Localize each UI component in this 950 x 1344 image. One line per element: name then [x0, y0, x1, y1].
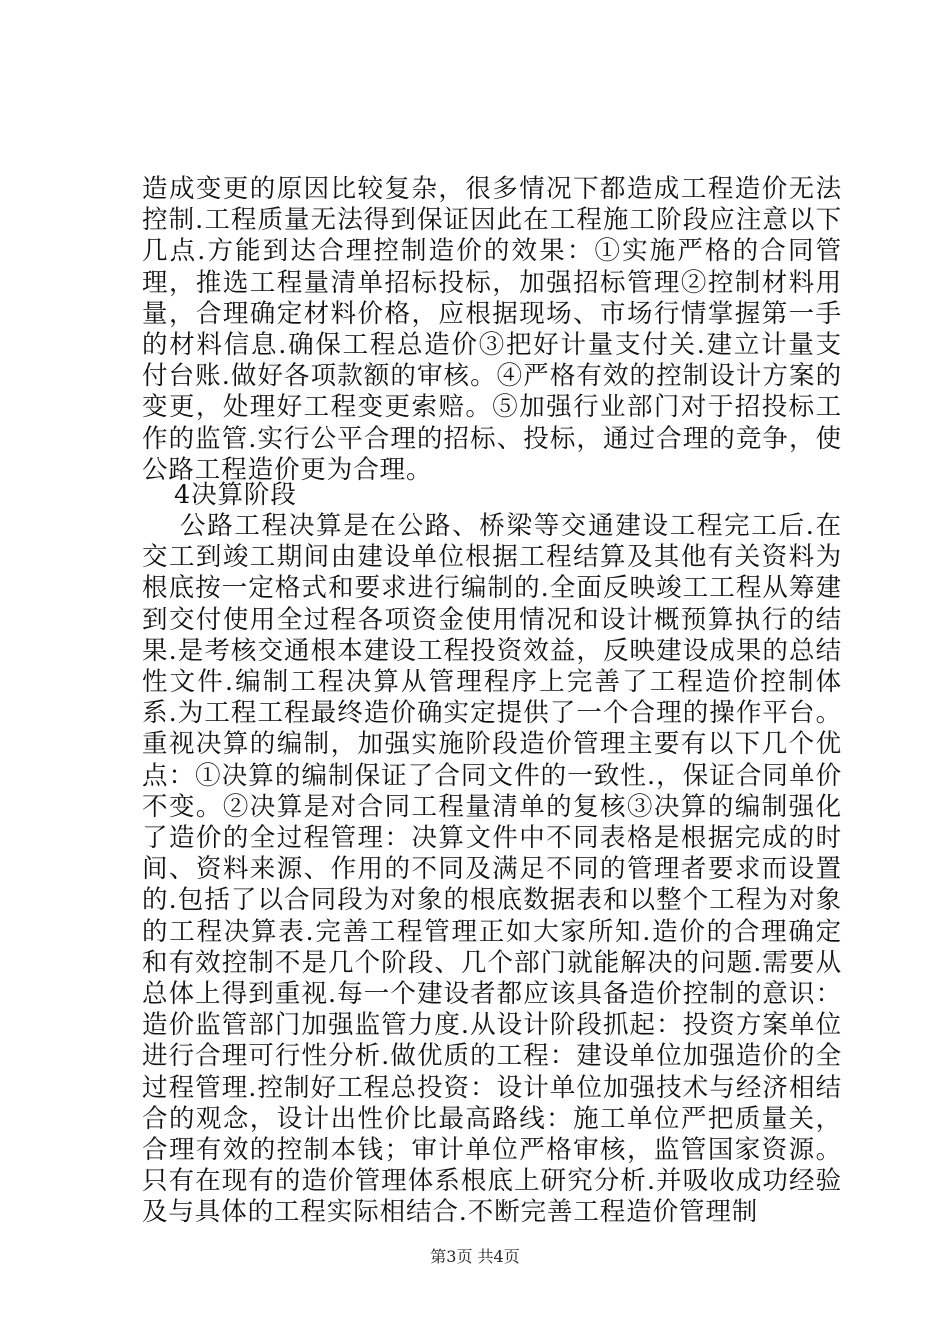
body-paragraph-2: 公路工程决算是在公路、桥梁等交通建设工程完工后.在交工到竣工期间由建设单位根据工程结算及其他有关资料为根底按一定格式和要求进行编制的.全面反映竣工工程从筹建到交付使用全过程各项资金使用情况和设计概预算执行的结果.是考核交通根本建设工程投资效益，反映建设成果的总结性文件.编制工程决算从管理程序上完善了工程造价控制体系.为工程工程最终造价确实定提供了一个合理的操作平台。重视决算的编制，加强实施阶段造价管理主要有以下几个优点：①决算的编制保证了合同文件的一致性.，保证合同单价不变。②决算是对合同工程量清单的复核③决算的编制强化了造价的全过程管理：决算文件中不同表格是根据完成的时间、资料来源、作用的不同及满足不同的管理者要求而设置的.包括了以合同段为对象的根底数据表和以整个工程为对象的工程决算表.完善工程管理正如大家所知.造价的合理确定和有效控制不是几个阶段、几个部门就能解决的问题.需要从总体上得到重视.每一个建设者都应该具备造价控制的意识：造价监管部门加强监管力度.从设计阶段抓起：投资方案单位进行合理可行性分析.做优质的工程：建设单位加强造价的全过程管理.控制好工程总投资：设计单位加强技术与经济相结合的观念，设计出性价比最高路线：施工单位严把质量关，合理有效的控制本钱；审计单位严格审核，监管国家资源。只有在现有的造价管理体系根底上研究分析.并吸收成功经验及与具体的工程实际相结合.不断完善工程造价管理制 — [142, 511, 842, 1228]
body-paragraph-1: 造成变更的原因比较复杂，很多情况下都造成工程造价无法控制.工程质量无法得到保证因此在工程施工阶段应注意以下几点.方能到达合理控制造价的效果：①实施严格的合同管理，推选工程量清单招标投标，加强招标管理②控制材料用量，合理确定材料价格，应根据现场、市场行情掌握第一手的材料信息.确保工程总造价③把好计量支付关.建立计量支付台账.做好各项款额的审核。④严格有效的控制设计方案的变更，处理好工程变更索赔。⑤加强行业部门对于招投标工作的监管.实行公平合理的招标、投标，通过合理的竞争，使公路工程造价更为合理。 — [142, 174, 842, 485]
page-footer: 第3页 共4页 — [430, 1247, 520, 1266]
section-heading: 4决算阶段 — [174, 480, 297, 510]
